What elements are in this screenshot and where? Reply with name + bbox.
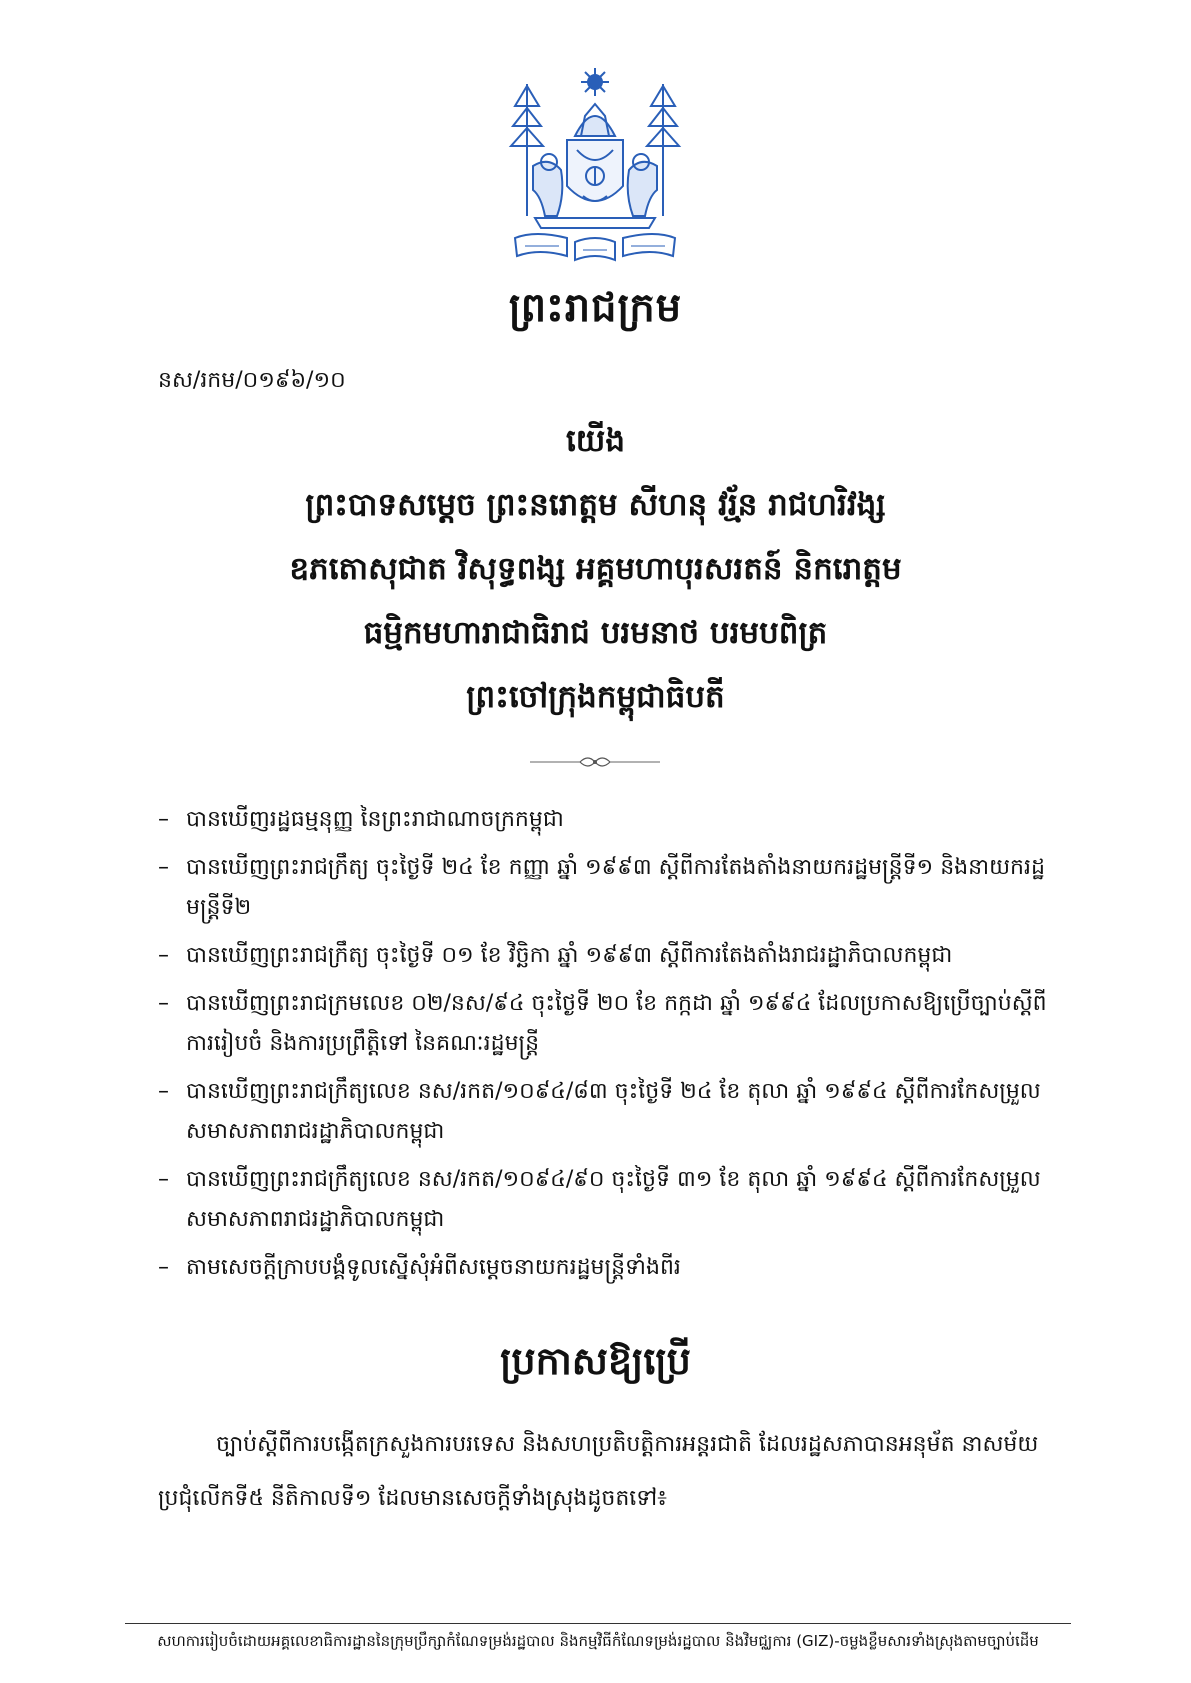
heading-we: យើង: [565, 423, 626, 459]
consideration-item: – បានឃើញរដ្ឋធម្មនុញ្ញ នៃព្រះរាជាណាចក្រកម្ពុជា: [160, 800, 1060, 840]
considerations-list: [160, 800, 1060, 1296]
dash-bullet: –: [158, 991, 169, 1016]
consideration-item: – បានឃើញព្រះរាជក្រមលេខ ០២/នស/៩៤ ចុះថ្ងៃទី ២០ ខែ កក្កដា ឆ្នាំ ១៩៩៤ ដែលប្រកាសឱ្យប្រើច្បាប់ស្ដីពីការរៀបចំ និងការប្រព្រឹត្តិទៅ នៃគណៈរដ្ឋមន្ត្រី: [160, 984, 1060, 1064]
promulgation-heading: ប្រកាសឱ្យប្រើ: [500, 1339, 691, 1383]
consideration-item: – បានឃើញព្រះរាជក្រឹត្យលេខ នស/រកត/១០៩៤/៩០ ចុះថ្ងៃទី ៣១ ខែ តុលា ឆ្នាំ ១៩៩៤ ស្ដីពីការកែសម្រួលសមាសភាពរាជរដ្ឋាភិបាលកម្ពុជា: [160, 1160, 1060, 1240]
heading-king-title-3: ព្រះចៅក្រុងកម្ពុជាធិបតី: [466, 679, 725, 715]
footer-note: សហការរៀបចំដោយអគ្គលេខាធិការដ្ឋាននៃក្រុមប្រឹក្សាកំណែទម្រង់រដ្ឋបាល និងកម្មវិធីកំណែទម្រង់រដ្ឋបាល និងវិមជ្ឈការ (GIZ)-ចម្លងខ្លឹមសារទាំងស្រុងតាមច្បាប់ដើម: [157, 1632, 1039, 1650]
consideration-item: – តាមសេចក្ដីក្រាបបង្គំទូលស្នើសុំអំពីសម្ដេចនាយករដ្ឋមន្ត្រីទាំងពីរ: [160, 1248, 1060, 1288]
consideration-item: – បានឃើញព្រះរាជក្រឹត្យ ចុះថ្ងៃទី ២៤ ខែ កញ្ញា ឆ្នាំ ១៩៩៣ ស្ដីពីការតែងតាំងនាយករដ្ឋមន្ត្រីទី១ និងនាយករដ្ឋមន្ត្រីទី២: [160, 848, 1060, 928]
royal-coat-of-arms-icon: [505, 66, 685, 276]
decorative-divider-icon: [530, 752, 660, 772]
dash-bullet: –: [158, 943, 169, 968]
heading-king-title-1: ឧភតោសុជាត វិសុទ្ធពង្ស អគ្គមហាបុរសរតន៍ និករោត្ដម: [289, 551, 902, 587]
consideration-item: – បានឃើញព្រះរាជក្រឹត្យលេខ នស/រកត/១០៩៤/៨៣ ចុះថ្ងៃទី ២៤ ខែ តុលា ឆ្នាំ ១៩៩៤ ស្ដីពីការកែសម្រួលសមាសភាពរាជរដ្ឋាភិបាលកម្ពុជា: [160, 1072, 1060, 1152]
heading-king-title-2: ធម្មិកមហារាជាធិរាជ បរមនាថ បរមបពិត្រ: [363, 615, 828, 651]
dash-bullet: –: [158, 855, 169, 880]
dash-bullet: –: [158, 1167, 169, 1192]
consideration-item: – បានឃើញព្រះរាជក្រឹត្យ ចុះថ្ងៃទី ០១ ខែ វិច្ឆិកា ឆ្នាំ ១៩៩៣ ស្ដីពីការតែងតាំងរាជរដ្ឋាភិបាលកម្ពុជា: [160, 936, 1060, 976]
decree-reference-number: នស/រកម/០១៩៦/១០: [158, 368, 346, 393]
dash-bullet: –: [158, 1079, 169, 1104]
dash-bullet: –: [158, 1255, 169, 1280]
heading-king-name: ព្រះបាទសម្ដេច ព្រះនរោត្ដម សីហនុ វរ្ម័ន រាជហរិវង្ស: [305, 487, 886, 523]
dash-bullet: –: [158, 807, 169, 832]
footer-divider: [125, 1623, 1071, 1624]
promulgation-text: ច្បាប់ស្ដីពីការបង្កើតក្រសួងការបរទេស និងសហប្រតិបត្តិការអន្តរជាតិ ដែលរដ្ឋសភាបានអនុម័ត នាសម័យប្រជុំលើកទី៥ នីតិកាលទី១ ដែលមានសេចក្ដីទាំងស្រុងដូចតទៅ៖: [158, 1432, 1039, 1511]
decree-title: ព្រះរាជក្រម: [508, 285, 683, 331]
